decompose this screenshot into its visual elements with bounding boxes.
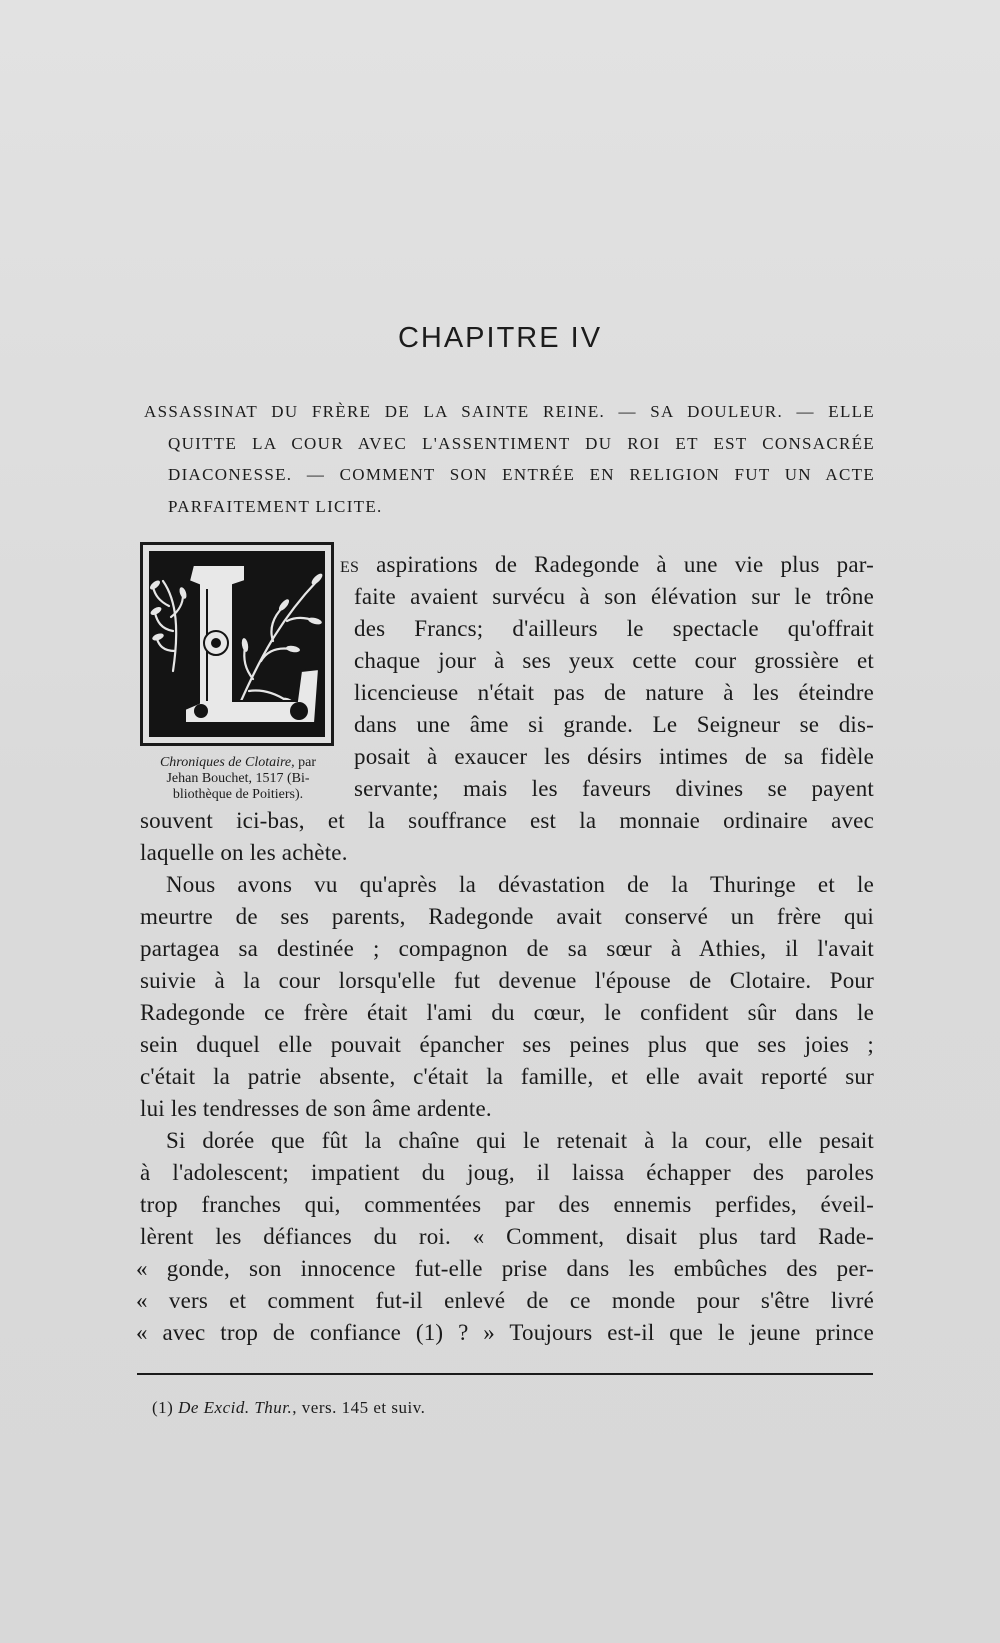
- text-line: lèrent les défiances du roi. « Comment, disait plus tard Rade-: [140, 1224, 874, 1249]
- text-line: [340, 552, 874, 584]
- text-line: à l'adolescent; impatient du joug, il laissa échapper des paroles: [140, 1160, 874, 1185]
- dropcap-continuation: es: [340, 552, 360, 577]
- text-line: laquelle on les achète.: [140, 840, 348, 865]
- summary-line: ASSASSINAT DU FRÈRE DE LA SAINTE REINE. — SA DOULEUR. — ELLE: [144, 402, 875, 421]
- text-line-content: aspirations de Radegonde à une vie plus par-: [359, 552, 874, 577]
- text-line: dans une âme si grande. Le Seigneur se dis-: [354, 712, 874, 737]
- caption-text: Jehan Bouchet, 1517 (Bi-: [166, 771, 310, 786]
- footnote: [152, 1398, 425, 1418]
- text-line: des Francs; d'ailleurs le spectacle qu'offrait: [354, 616, 874, 641]
- text-line: meurtre de ses parents, Radegonde avait conservé un frère qui: [140, 904, 874, 929]
- text-line: licencieuse n'était pas de nature à les éteindre: [354, 680, 874, 705]
- summary-line: QUITTE LA COUR AVEC L'ASSENTIMENT DU ROI ET EST CONSACRÉE: [168, 433, 875, 453]
- text-line: « gonde, son innocence fut-elle prise dans les embûches des per-: [136, 1256, 874, 1281]
- footnote-mark: (1): [152, 1398, 174, 1417]
- text-line: faite avaient survécu à son élévation sur le trône: [354, 584, 874, 609]
- text-line: chaque jour à ses yeux cette cour grossière et: [354, 648, 874, 673]
- text-line: sein duquel elle pouvait épancher ses peines plus que ses joies ;: [140, 1032, 874, 1057]
- text-line: Radegonde ce frère était l'ami du cœur, le confident sûr dans le: [140, 1000, 874, 1025]
- text-line: c'était la patrie absente, c'était la famille, et elle avait reporté sur: [140, 1064, 874, 1089]
- footnote-title: De Excid. Thur.: [178, 1398, 293, 1417]
- text-line: posait à exaucer les désirs intimes de sa fidèle: [354, 744, 874, 769]
- footnote-text: , vers. 145 et suiv.: [292, 1398, 426, 1417]
- text-line: souvent ici-bas, et la souffrance est la monnaie ordinaire avec: [140, 808, 874, 833]
- caption-text: bliothèque de Poitiers).: [172, 787, 304, 802]
- text-line: Si dorée que fût la chaîne qui le retenait à la cour, elle pesait: [166, 1128, 874, 1153]
- text-line: lui les tendresses de son âme ardente.: [140, 1096, 492, 1121]
- summary-line: PARFAITEMENT LICITE.: [168, 496, 383, 516]
- chapter-title: CHAPITRE IV: [397, 322, 603, 354]
- text-line: Nous avons vu qu'après la dévastation de la Thuringe et le: [166, 872, 874, 897]
- text-line: suivie à la cour lorsqu'elle fut devenue l'épouse de Clotaire. Pour: [140, 968, 874, 993]
- text-line: servante; mais les faveurs divines se payent: [354, 776, 874, 801]
- text-line: « avec trop de confiance (1) ? » Toujours est-il que le jeune prince: [136, 1320, 874, 1345]
- summary-line: DIACONESSE. — COMMENT SON ENTRÉE EN RELIGION FUT UN ACTE: [168, 465, 875, 484]
- caption-text: par: [294, 755, 317, 770]
- text-line: trop franches qui, commentées par des ennemis perfides, éveil-: [140, 1192, 874, 1217]
- footnote-divider: [137, 1373, 873, 1375]
- caption-title: Chroniques de Clotaire,: [159, 755, 295, 770]
- text-line: partagea sa destinée ; compagnon de sa sœur à Athies, il l'avait: [140, 936, 874, 961]
- text-line: « vers et comment fut-il enlevé de ce monde pour s'être livré: [136, 1288, 874, 1313]
